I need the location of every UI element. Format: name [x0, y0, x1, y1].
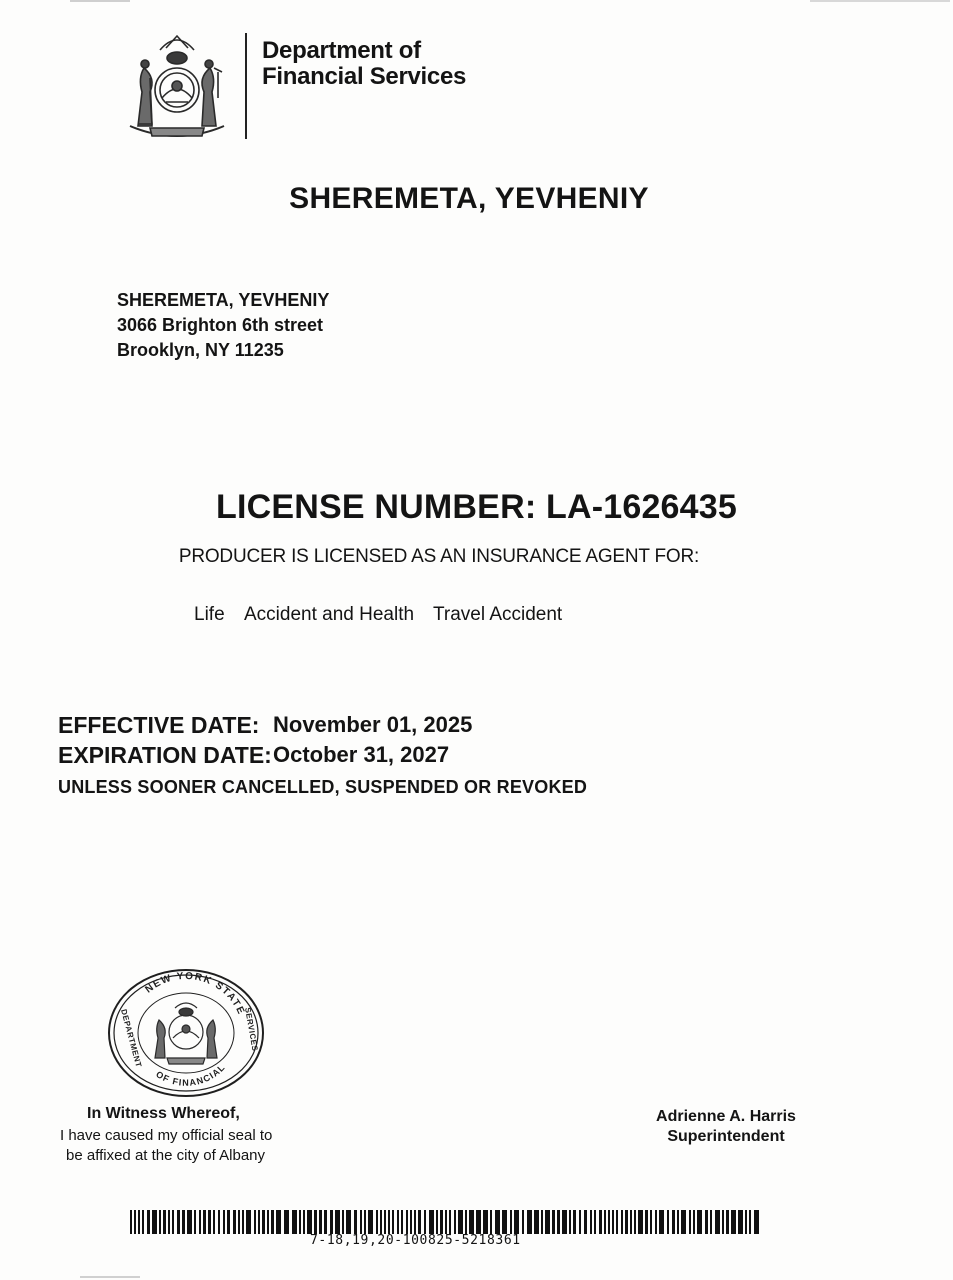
barcode-bar — [303, 1210, 305, 1234]
barcode-bar — [677, 1210, 679, 1234]
barcode-bar — [681, 1210, 686, 1234]
barcode-bar — [454, 1210, 456, 1234]
barcode-bar — [490, 1210, 492, 1234]
barcode-bar — [638, 1210, 643, 1234]
barcode-bar — [335, 1210, 340, 1234]
barcode-bar — [715, 1210, 720, 1234]
barcode-bar — [569, 1210, 571, 1234]
barcode-bar — [142, 1210, 144, 1234]
barcode-bar — [330, 1210, 333, 1234]
barcode-bar — [218, 1210, 220, 1234]
barcode-bar — [203, 1210, 206, 1234]
barcode-bar — [271, 1210, 274, 1234]
barcode-bar — [449, 1210, 451, 1234]
seal-ring-text-right: SERVICES — [243, 1006, 260, 1052]
barcode-bar — [527, 1210, 532, 1234]
licensee-name-heading: SHEREMETA, YEVHENIY — [289, 182, 649, 215]
barcode-bar — [307, 1210, 312, 1234]
seal-ring-text-left: DEPARTMENT — [119, 1008, 144, 1069]
signatory-name: Adrienne A. Harris — [656, 1108, 796, 1125]
barcode-bar — [384, 1210, 386, 1234]
paper-edge — [810, 0, 950, 2]
barcode-bar — [705, 1210, 708, 1234]
department-name-line2: Financial Services — [262, 63, 467, 90]
barcode-bar — [650, 1210, 652, 1234]
barcode-bar — [697, 1210, 702, 1234]
validity-condition: UNLESS SOONER CANCELLED, SUSPENDED OR REVOKED — [58, 777, 588, 797]
barcode-bar — [754, 1210, 759, 1234]
barcode-bar — [458, 1210, 463, 1234]
barcode-bar — [645, 1210, 648, 1234]
barcode-bar — [476, 1210, 481, 1234]
expiration-date-value: October 31, 2027 — [273, 742, 450, 767]
line-of-authority: Life — [194, 604, 225, 625]
barcode-bar — [276, 1210, 281, 1234]
witness-text-line1: I have caused my official seal to — [60, 1127, 273, 1144]
barcode-bar — [545, 1210, 550, 1234]
barcode-bar — [573, 1210, 576, 1234]
line-of-authority: Accident and Health — [244, 604, 415, 625]
barcode-bar — [152, 1210, 157, 1234]
barcode-bar — [436, 1210, 438, 1234]
barcode-bar — [429, 1210, 434, 1234]
seal-ring-text-top: NEW YORK STATE — [143, 970, 247, 1018]
barcode-bar — [514, 1210, 519, 1234]
barcode-bar — [267, 1210, 269, 1234]
barcode-bar — [667, 1210, 669, 1234]
barcode-bar — [722, 1210, 724, 1234]
barcode-bar — [376, 1210, 378, 1234]
barcode-bar — [227, 1210, 230, 1234]
line-of-authority: Travel Accident — [433, 604, 563, 625]
header-divider — [245, 33, 247, 139]
barcode-bar — [299, 1210, 301, 1234]
barcode-bar — [223, 1210, 225, 1234]
address-name: SHEREMETA, YEVHENIY — [117, 290, 330, 310]
barcode-bar — [495, 1210, 500, 1234]
barcode-bar — [168, 1210, 170, 1234]
barcode-bar — [138, 1210, 140, 1234]
barcode-bar — [502, 1210, 507, 1234]
barcode-bar — [182, 1210, 185, 1234]
barcode-bar — [612, 1210, 614, 1234]
barcode-bar — [672, 1210, 675, 1234]
barcode-bar — [134, 1210, 136, 1234]
barcode-bar — [557, 1210, 560, 1234]
barcode-bar — [590, 1210, 592, 1234]
barcode-bar — [749, 1210, 751, 1234]
signatory-title: Superintendent — [667, 1128, 785, 1145]
seal-ring-text-bottom: OF FINANCIAL — [154, 1061, 228, 1088]
barcode-bar — [172, 1210, 174, 1234]
department-name-line1: Department of — [262, 37, 421, 64]
effective-date-value: November 01, 2025 — [273, 712, 473, 737]
barcode-number: 7-18,19,20-100825-5218361 — [310, 1233, 521, 1248]
barcode-bar — [659, 1210, 664, 1234]
barcode-bar — [469, 1210, 474, 1234]
barcode-bar — [368, 1210, 373, 1234]
barcode-bar — [177, 1210, 180, 1234]
barcode-bar — [738, 1210, 743, 1234]
barcode-bar — [594, 1210, 596, 1234]
barcode-bar — [522, 1210, 524, 1234]
barcode-bar — [397, 1210, 399, 1234]
barcode-bar — [621, 1210, 623, 1234]
barcode-bar — [292, 1210, 297, 1234]
effective-date-label: EFFECTIVE DATE: — [58, 712, 260, 738]
expiration-date-label: EXPIRATION DATE: — [58, 742, 272, 768]
barcode-bar — [534, 1210, 539, 1234]
official-seal-icon — [107, 968, 265, 1098]
barcode-bar — [262, 1210, 265, 1234]
address-city: Brooklyn, NY 11235 — [117, 340, 284, 360]
barcode-bar — [246, 1210, 251, 1234]
barcode-bar — [319, 1210, 322, 1234]
barcode-bar — [213, 1210, 215, 1234]
barcode-bar — [238, 1210, 240, 1234]
barcode-bar — [731, 1210, 736, 1234]
barcode-bar — [342, 1210, 344, 1234]
paper-edge — [70, 0, 130, 2]
witness-title-text: In Witness Whereof, — [87, 1105, 240, 1122]
barcode-bar — [584, 1210, 587, 1234]
barcode-bar — [445, 1210, 447, 1234]
barcode-bar — [130, 1210, 132, 1234]
barcode-bar — [710, 1210, 712, 1234]
barcode-bar — [199, 1210, 201, 1234]
barcode-bar — [465, 1210, 467, 1234]
barcode-bar — [254, 1210, 256, 1234]
barcode-bar — [440, 1210, 443, 1234]
state-coat-of-arms-icon — [122, 28, 232, 143]
address-street: 3066 Brighton 6th street — [117, 315, 324, 335]
barcode-bar — [258, 1210, 260, 1234]
barcode-bar — [634, 1210, 636, 1234]
barcode-bar — [625, 1210, 628, 1234]
barcode-bar — [604, 1210, 606, 1234]
barcode-bar — [410, 1210, 412, 1234]
barcode-bar — [233, 1210, 236, 1234]
barcode-bar — [242, 1210, 244, 1234]
witness-title — [60, 1105, 340, 1123]
barcode-bar — [510, 1210, 512, 1234]
barcode-bar — [388, 1210, 390, 1234]
barcode-bar — [418, 1210, 421, 1234]
barcode-bar — [745, 1210, 747, 1234]
barcode-bar — [314, 1210, 317, 1234]
license-number: LICENSE NUMBER: LA-1626435 — [216, 488, 737, 526]
barcode-bar — [187, 1210, 192, 1234]
svg-text:OF FINANCIAL — [154, 1062, 227, 1088]
barcode-bar — [726, 1210, 729, 1234]
barcode-bar — [406, 1210, 408, 1234]
barcode-bar — [579, 1210, 581, 1234]
barcode-bar — [163, 1210, 166, 1234]
producer-statement: PRODUCER IS LICENSED AS AN INSURANCE AGENT FOR: — [178, 546, 700, 567]
barcode-bar — [159, 1210, 161, 1234]
barcode-bar — [401, 1210, 403, 1234]
witness-text-line2: be affixed at the city of Albany — [66, 1147, 266, 1164]
barcode-bar — [655, 1210, 657, 1234]
barcode-bar — [414, 1210, 416, 1234]
paper-edge — [80, 1276, 140, 1278]
barcode-bar — [693, 1210, 695, 1234]
barcode-bar — [147, 1210, 150, 1234]
barcode-bar — [194, 1210, 196, 1234]
barcode-bar — [354, 1210, 357, 1234]
barcode-bar — [608, 1210, 610, 1234]
barcode-bar — [541, 1210, 543, 1234]
barcode-bar — [689, 1210, 691, 1234]
barcode-bar — [346, 1210, 351, 1234]
barcode-bar — [424, 1210, 426, 1234]
barcode-bar — [552, 1210, 555, 1234]
barcode-bar — [599, 1210, 602, 1234]
barcode-bar — [208, 1210, 211, 1234]
barcode — [130, 1210, 760, 1234]
barcode-bar — [392, 1210, 394, 1234]
barcode-bar — [562, 1210, 567, 1234]
barcode-bar — [364, 1210, 366, 1234]
barcode-bar — [360, 1210, 362, 1234]
barcode-bar — [284, 1210, 289, 1234]
barcode-bar — [630, 1210, 632, 1234]
barcode-bar — [324, 1210, 327, 1234]
barcode-bar — [616, 1210, 618, 1234]
barcode-bar — [483, 1210, 488, 1234]
barcode-bar — [380, 1210, 382, 1234]
